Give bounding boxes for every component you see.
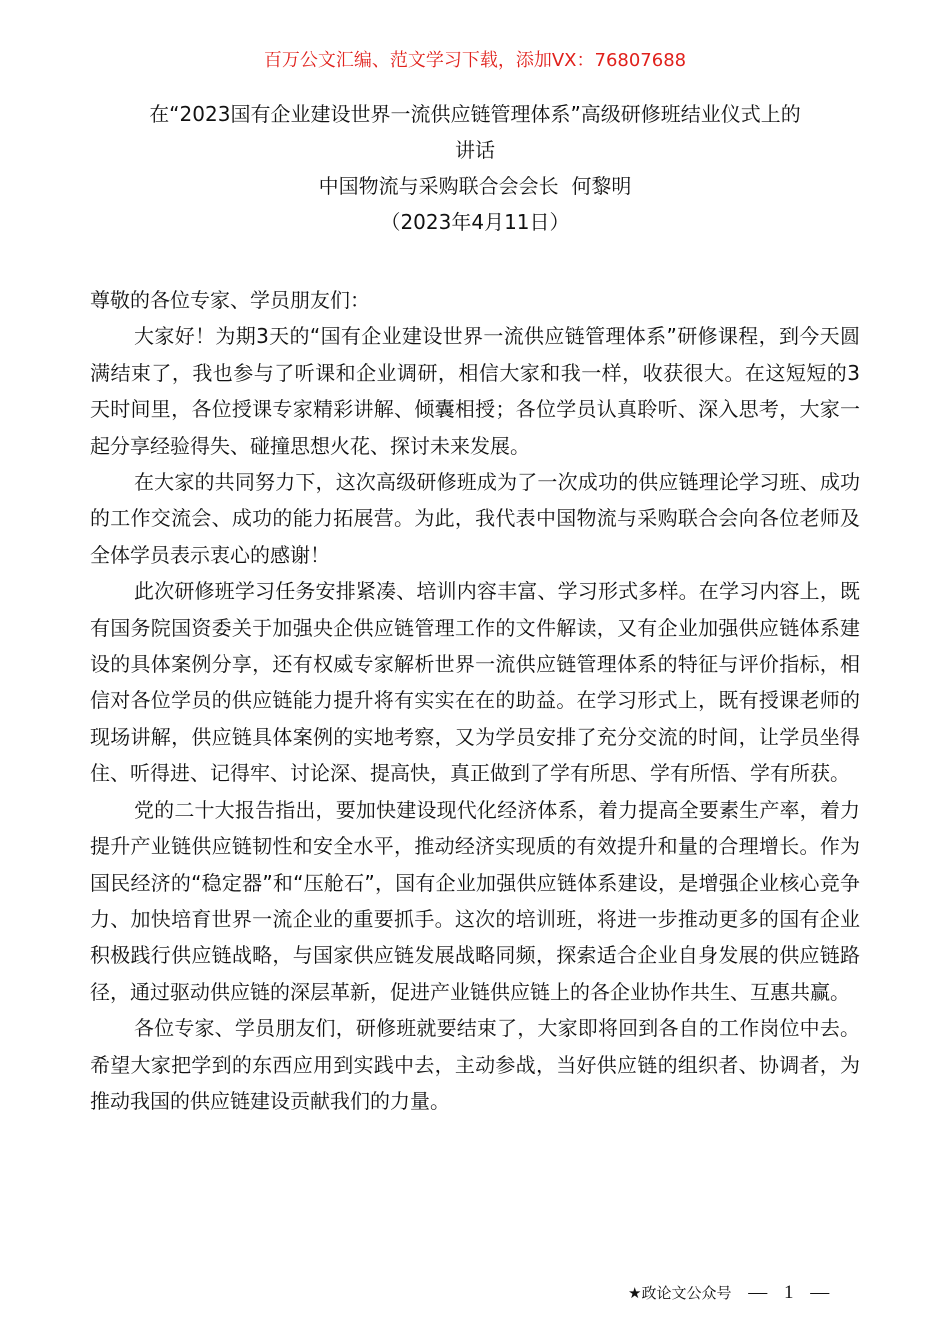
page-footer [628, 1282, 835, 1304]
document-header [90, 96, 860, 240]
title-line-2: 讲话 [455, 138, 495, 162]
paragraph: 大家好！为期3天的“国有企业建设世界一流供应链管理体系”研修课程，到今天圆满结束了，我也参与了听课和企业调研，相信大家和我一样，收获很大。在这短短的3天时间里，各位授课专家精彩讲解、倾囊相授；各位学员认真聆听、深入思考，大家一起分享经验得失、碰撞思想火花、探讨未来发展。 [90, 324, 860, 458]
footer-source: ★政论文公众号 [628, 1284, 732, 1302]
paragraph: 各位专家、学员朋友们，研修班就要结束了，大家即将回到各自的工作岗位中去。希望大家把学到的东西应用到实践中去，主动参战，当好供应链的组织者、协调者，为推动我国的供应链建设贡献我们的力量。 [90, 1016, 860, 1113]
speaker-line: 中国物流与采购联合会会长 何黎明 [318, 174, 632, 198]
paragraph: 在大家的共同努力下，这次高级研修班成为了一次成功的供应链理论学习班、成功的工作交流会、成功的能力拓展营。为此，我代表中国物流与采购联合会向各位老师及全体学员表示衷心的感谢！ [90, 470, 860, 567]
paragraph: 党的二十大报告指出，要加快建设现代化经济体系，着力提高全要素生产率，着力提升产业链供应链韧性和安全水平，推动经济实现质的有效提升和量的合理增长。作为国民经济的“稳定器”和“压舱石”，国有企业加强供应链体系建设，是增强企业核心竞争力、加快培育世界一流企业的重要抓手。这次的培训班，将进一步推动更多的国有企业积极践行供应链战略，与国家供应链发展战略同频，探索适合企业自身发展的供应链路径，通过驱动供应链的深层革新，促进产业链供应链上的各企业协作共生、互惠共赢。 [90, 797, 860, 1004]
paragraph: 此次研修班学习任务安排紧凑、培训内容丰富、学习形式多样。在学习内容上，既有国务院国资委关于加强央企供应链管理工作的文件解读，又有企业加强供应链体系建设的具体案例分享，还有权威专家解析世界一流供应链管理体系的特征与评价指标，相信对各位学员的供应链能力提升将有实实在在的助益。在学习形式上，既有授课老师的现场讲解，供应链具体案例的实地考察，又为学员安排了充分交流的时间，让学员坐得住、听得进、记得牢、讨论深、提高快，真正做到了学有所思、学有所悟、学有所获。 [90, 579, 860, 786]
watermark-banner: 百万公文汇编、范文学习下载，添加VX：76807688 [263, 50, 687, 71]
salutation: 尊敬的各位专家、学员朋友们： [90, 288, 370, 312]
date-line: （2023年4月11日） [380, 210, 570, 234]
document-body [90, 282, 860, 1119]
title-line-1: 在“2023国有企业建设世界一流供应链管理体系”高级研修班结业仪式上的 [149, 102, 801, 126]
page-number: — 1 — [748, 1282, 836, 1303]
